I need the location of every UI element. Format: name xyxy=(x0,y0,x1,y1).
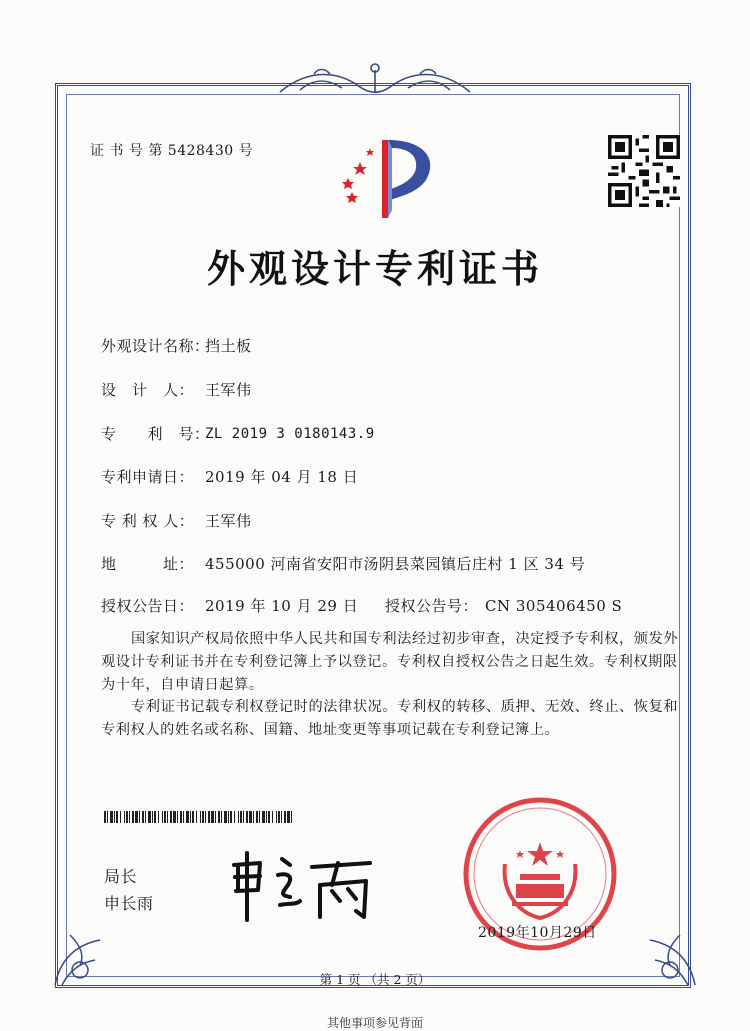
designer-label: 设 计 人： xyxy=(101,381,195,399)
design-name-label: 外观设计名称： xyxy=(101,337,210,355)
top-ornament-icon xyxy=(270,62,480,102)
designer-value: 王军伟 xyxy=(205,381,252,399)
body-paragraph-2: 专利证书记载专利权登记时的法律状况。专利权的转移、质押、无效、终止、恢复和专利权人的姓名或名称、国籍、地址变更等事项记载在专利登记簿上。 xyxy=(101,699,679,738)
design-name-value: 挡土板 xyxy=(205,337,252,355)
certificate-title: 外观设计专利证书 xyxy=(206,246,543,291)
patent-office-emblem-icon xyxy=(330,130,440,225)
grant-number-value: CN 305406450 S xyxy=(485,597,623,615)
patent-number-label: 专 利 号： xyxy=(101,425,210,443)
patent-number-value: ZL 2019 3 0180143.9 xyxy=(205,426,375,442)
barcode-icon xyxy=(104,811,296,823)
seal-date: 2019年10月29日 xyxy=(478,925,597,941)
director-name: 申长雨 xyxy=(104,894,154,913)
certificate-number: 证 书 号 第 5428430 号 xyxy=(90,143,254,159)
grant-date-label: 授权公告日： xyxy=(101,597,195,615)
grant-number-label: 授权公告号： xyxy=(385,597,479,615)
address-value: 455000 河南省安阳市汤阴县菜园镇后庄村 1 区 34 号 xyxy=(205,555,586,573)
address-label: 地 址： xyxy=(101,555,195,573)
patentee-label: 专 利 权 人： xyxy=(101,512,195,530)
footer-note: 其他事项参见背面 xyxy=(326,1016,423,1030)
patentee-value: 王军伟 xyxy=(205,512,252,530)
page-number: 第 1 页 （共 2 页） xyxy=(319,972,431,987)
director-role: 局长 xyxy=(104,867,138,886)
body-paragraph-1: 国家知识产权局依照中华人民共和国专利法经过初步审查，决定授予专利权，颁发外观设计专利证书并在专利登记簿上予以登记。专利权自授权公告之日起生效。专利权期限为十年，自申请日起算。 xyxy=(101,631,679,693)
grant-date-value: 2019 年 10 月 29 日 xyxy=(205,597,359,615)
director-signature-icon xyxy=(220,845,400,925)
filing-date-label: 专利申请日： xyxy=(101,468,195,486)
qr-code-icon[interactable] xyxy=(608,135,680,207)
filing-date-value: 2019 年 04 月 18 日 xyxy=(205,468,359,486)
